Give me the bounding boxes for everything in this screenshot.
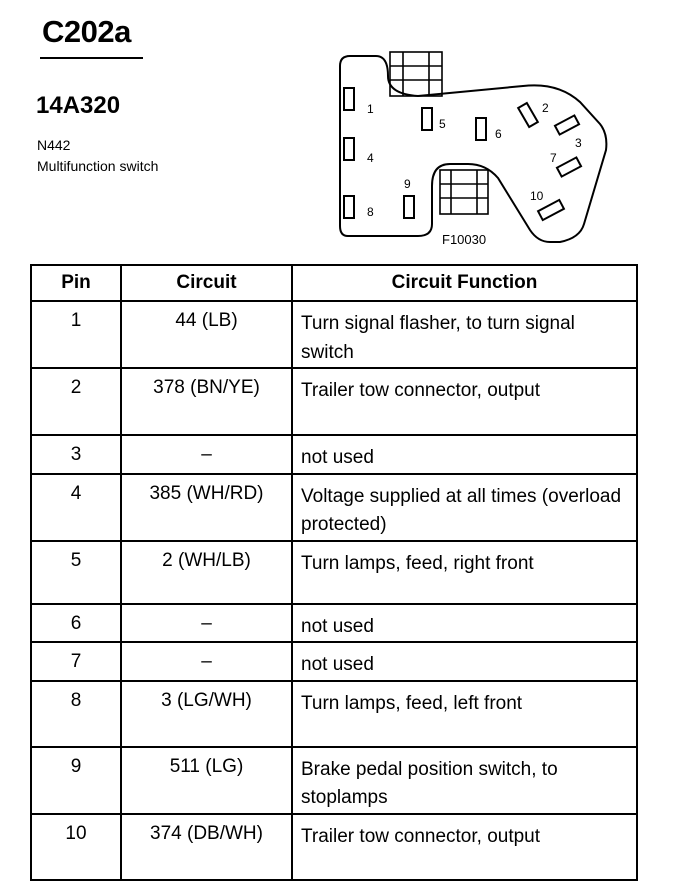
cell-pin: 9 [31,747,121,814]
bottom-latch [440,170,488,214]
pinout-table [30,264,638,881]
cell-circuit: 374 (DB/WH) [121,814,292,880]
table-row [31,604,637,643]
terminal-5 [422,108,432,130]
cell-pin: 3 [31,435,121,474]
cell-pin: 1 [31,301,121,368]
terminal-2 [518,103,538,127]
part-number: 14A320 [36,92,121,119]
table-row [31,642,637,681]
connector-face-diagram [318,46,618,256]
cell-circuit: – [121,435,292,474]
terminal-8 [344,196,354,218]
cell-function: not used [292,642,637,681]
table-row [31,814,637,880]
cell-pin: 10 [31,814,121,880]
table-row [31,474,637,541]
figure-id: F10030 [442,232,487,247]
pin-label-8: 8 [367,205,374,219]
cell-pin: 7 [31,642,121,681]
header-pin: Pin [31,265,121,301]
component-code: N442 [37,137,71,153]
pin-label-4: 4 [367,151,374,165]
connector-title: C202a [42,14,131,49]
cell-function: Trailer tow connector, output [292,368,637,435]
cell-function: Turn lamps, feed, left front [292,681,637,747]
cell-pin: 6 [31,604,121,643]
cell-function: Trailer tow connector, output [292,814,637,880]
top-latch [390,52,442,96]
header-function: Circuit Function [292,265,637,301]
cell-circuit: 511 (LG) [121,747,292,814]
cell-pin: 4 [31,474,121,541]
cell-circuit: 378 (BN/YE) [121,368,292,435]
terminal-3 [555,115,579,134]
pin-label-6: 6 [495,127,502,141]
pin-label-5: 5 [439,117,446,131]
cell-circuit: 2 (WH/LB) [121,541,292,604]
table-row [31,301,637,368]
cell-function: Turn lamps, feed, right front [292,541,637,604]
cell-circuit: – [121,604,292,643]
cell-function: not used [292,604,637,643]
cell-circuit: – [121,642,292,681]
pin-label-3: 3 [575,136,582,150]
pin-label-7: 7 [550,151,557,165]
table-row [31,435,637,474]
table-row [31,681,637,747]
cell-circuit: 44 (LB) [121,301,292,368]
cell-function: Brake pedal position switch, to stoplamps [292,747,637,814]
pin-label-2: 2 [542,101,549,115]
terminal-7 [557,157,581,176]
terminal-6 [476,118,486,140]
cell-pin: 2 [31,368,121,435]
cell-function: Turn signal flasher, to turn signal switch [292,301,637,368]
component-description: Multifunction switch [37,158,159,174]
terminal-1 [344,88,354,110]
cell-circuit: 385 (WH/RD) [121,474,292,541]
pin-label-1: 1 [367,102,374,116]
table-row [31,541,637,604]
table-header-row [31,265,637,301]
pin-label-9: 9 [404,177,411,191]
cell-function: not used [292,435,637,474]
table-row [31,368,637,435]
cell-pin: 8 [31,681,121,747]
pin-label-10: 10 [530,189,544,203]
table-row [31,747,637,814]
cell-pin: 5 [31,541,121,604]
cell-circuit: 3 (LG/WH) [121,681,292,747]
title-underline [40,57,143,59]
cell-function: Voltage supplied at all times (overload protected) [292,474,637,541]
header-circuit: Circuit [121,265,292,301]
terminal-4 [344,138,354,160]
terminal-9 [404,196,414,218]
